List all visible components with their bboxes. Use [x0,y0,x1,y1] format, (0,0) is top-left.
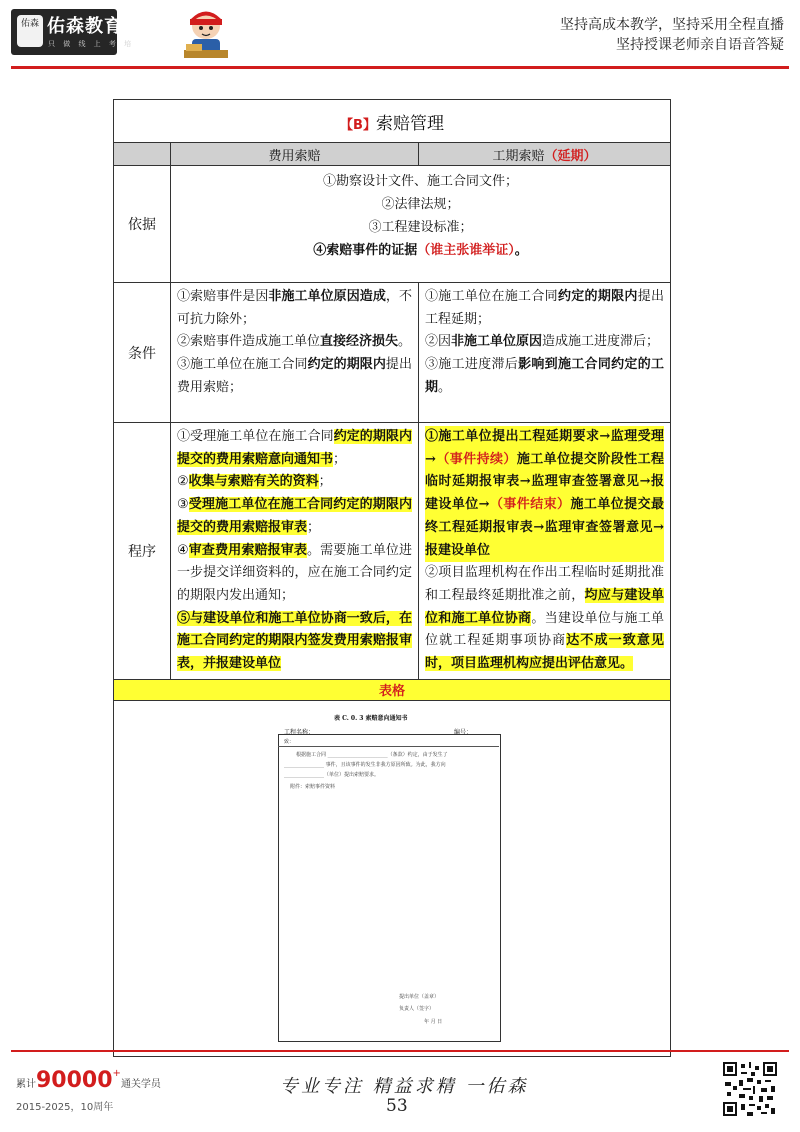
basis-cell [171,166,671,283]
basis-item-4 [171,239,670,262]
student-count [16,1068,161,1093]
basis-item-3: ③工程建设标准； [368,220,473,235]
form-sign-date: 年 月 日 [424,1019,443,1025]
footer-signature: 专业专注 精益求精 一佑森 [280,1076,529,1097]
col-header-schedule [419,143,671,166]
basis-item-1: ①勘察设计文件、施工合同文件； [323,174,519,189]
form-project-name: 工程名称： [284,729,315,736]
basis-item-4-note: （谁主张谁举证） [417,243,515,258]
cost-step-1: ①受理施工单位在施工合同约定的期限内提交的费用索赔意向通知书； [177,429,412,467]
schedule-procedure-cell [419,423,671,680]
form-sign-person: 负责人（签字） [399,1006,435,1012]
logo-seal-icon: 佑森 [17,15,43,47]
form-line-2: ________________ 事件，且该事件的发生非我方原因所致。为此，我方向 [284,762,446,768]
schedule-step-2: ②项目监理机构在作出工程临时延期批准和工程最终延期批准之前，均应与建设单位和施工单位协商。当建设单位与施工单位就工程延期事项协商达不成一致意见时，项目监理机构应提出评估意见。 [425,565,665,672]
schedule-condition-3: ③施工进度滞后影响到施工合同约定的工期。 [425,357,664,395]
student-count-plus: + [112,1068,121,1079]
cost-conditions-cell [171,283,419,423]
cost-condition-2: ②索赔事件造成施工单位直接经济损失。 [177,334,412,350]
cost-condition-1: ①索赔事件是因非施工单位原因造成，不可抗力除外； [177,289,412,327]
forms-label-cell [114,680,671,701]
footer-divider [11,1050,789,1052]
schedule-conditions-cell [419,283,671,423]
col-header-schedule-text: 工期索赔 [492,148,545,164]
forms-label: 表格 [379,684,406,699]
mascot-icon [178,6,234,64]
form-to: 致： [284,739,295,745]
schedule-step-1: ①施工单位提出工程延期要求→监理受理→（事件持续）施工单位提交阶段性工程临时延期报审表→监理审查签署意见→报建设单位→（事件结束）施工单位提交最终工程延期报审表→监理审查签署意见→报建设单位 [425,426,664,562]
form-line-3: ________________（单位）提出索赔要求。 [284,772,380,778]
title-text: 索赔管理 [375,113,444,134]
cost-step-4: ④审查费用索赔报审表。需要施工单位进一步提交详细资料的，应在施工合同约定的期限内发出通知； [177,542,412,603]
page-number: 53 [386,1096,408,1116]
form-sign-unit: 提出单位（盖章） [399,994,440,1000]
cost-procedure-cell [171,423,419,680]
basis-item-4-end: 。 [514,243,528,258]
schedule-condition-1: ①施工单位在施工合同约定的期限内提出工程延期； [425,289,664,327]
form-line-1: 根据施工合同 ________________________（条款）约定，由于发生了 [296,752,448,758]
claim-notice-form [114,701,670,1056]
row-label-conditions: 条件 [114,283,171,423]
row-label-procedure: 程序 [114,423,171,680]
qr-code-icon [721,1060,779,1118]
student-count-suffix: 通关学员 [120,1079,161,1090]
header-slogan-2: 坚持授课老师亲自语音答疑 [616,37,784,53]
header-empty [114,143,171,166]
form-box [278,734,501,1042]
header-divider [11,66,789,69]
header-slogan-1: 坚持高成本教学，坚持采用全程直播 [560,17,784,33]
basis-item-2: ②法律法规； [381,197,460,212]
claims-table [113,99,671,1057]
col-header-schedule-note: （延期） [544,148,597,164]
row-label-basis: 依据 [114,166,171,283]
cost-step-2: ②收集与索赔有关的资料； [177,474,332,490]
cost-condition-3: ③施工单位在施工合同约定的期限内提出费用索赔； [177,357,412,395]
col-header-cost: 费用索赔 [171,143,419,166]
table-title [114,100,671,143]
basis-item-4-text: ④索赔事件的证据 [313,243,418,258]
logo-tagline: 只 做 线 上 考 培 [48,40,135,48]
schedule-condition-2: ②因非施工单位原因造成施工进度滞后； [425,334,660,350]
logo-name: 佑森教育 [47,16,123,37]
cost-step-5: ⑤与建设单位和施工单位协商一致后，在施工合同约定的期限内签发费用索赔报审表，并报建设单位 [177,610,412,672]
form-image-cell [114,701,671,1057]
form-serial-no: 编号： [454,729,473,736]
form-caption: 表 C. 0. 3 索赔意向通知书 [334,715,408,722]
anniversary-text: 2015-2025，10周年 [16,1102,114,1113]
form-attachment: 附件：索赔事件资料 [290,784,336,790]
title-tag: 【B】 [340,117,376,133]
form-divider [278,746,499,747]
student-count-prefix: 累计 [16,1079,36,1090]
cost-step-3: ③受理施工单位在施工合同约定的期限内提交的费用索赔报审表； [177,497,412,535]
student-count-number: 90000 [36,1068,113,1093]
